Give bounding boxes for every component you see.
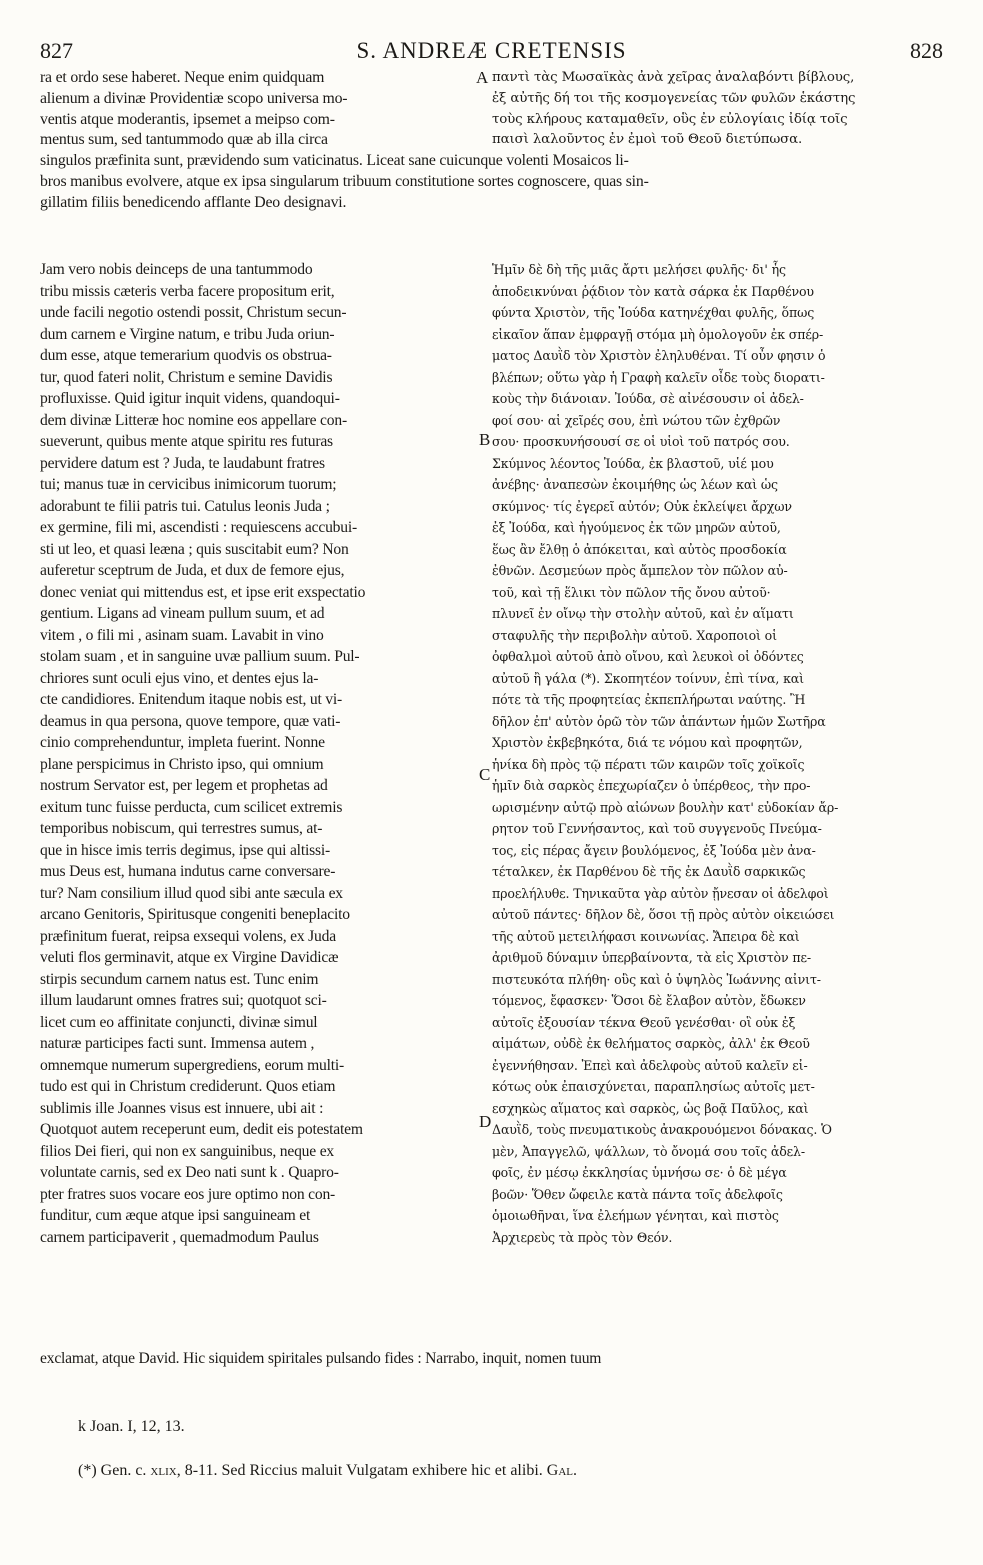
text-line: μὲν, Ἀπαγγελῶ, ψάλλων, τὸ ὄνομά σου τοῖς ἀδελ-	[492, 1143, 805, 1159]
text-line: εσχηκὼς αἵματος καὶ σαρκὸς, ὡς βοᾷ Παῦλος, καὶ	[492, 1100, 809, 1116]
text-line: vitem , o fili mi , asinam suam. Lavabit in vino	[40, 626, 324, 644]
text-line: ἡμῖν διὰ σαρκὸς ἐπεχωρίαζεν ὁ ὑπέρθεος, τὴν προ-	[492, 778, 811, 793]
text-line: ἀριθμοῦ δύναμιν ὑπερβαίνοντα, τὰ εἰς Χριστὸν πε-	[492, 950, 811, 965]
right-column-number: 828	[910, 38, 943, 63]
text-line: sti ut leo, et quasi leæna ; quis suscitabit eum? Non	[40, 540, 349, 558]
footnote-star-text-cont: , 8-11. Sed Riccius maluit Vulgatam exhibere hic et alibi.	[176, 1462, 547, 1479]
page-title: S. ANDREÆ CRETENSIS	[356, 38, 627, 63]
top-latin-paragraph	[40, 68, 472, 151]
text-line: profluxisse. Quid igitur inquit videns, quandoqui-	[40, 390, 340, 407]
text-line: veluti flos germinavit, atque ex Virgine Davidicæ	[40, 949, 339, 966]
text-line: adorabunt te filii patris tui. Catulus leonis Juda ;	[40, 497, 330, 515]
text-line: Ἀρχιερεὺς τὰ πρὸς τὸν Θεόν.	[492, 1229, 673, 1245]
text-line: exitum tunc fuisse perducta, cum scilicet extremis	[40, 798, 343, 816]
text-line: donec veniat qui mittendus est, et ipse erit exspectatio	[40, 583, 366, 601]
text-line: πότε τὰ τῆς προφητείας ἐκπεπλήρωται ναύτης. Ἢ	[492, 692, 806, 707]
text-line: auferetur sceptrum de Juda, et dux de femore ejus,	[40, 562, 345, 579]
text-line: tur, quod fateri nolit, Christum e semine Davidis	[40, 368, 333, 386]
text-line: τέταλκεν, ἐκ Παρθένου δὲ τῆς ἐκ Δαυῒδ σαρκικῶς	[492, 864, 806, 879]
text-line: αὐτοῦ πάντες· δῆλον δὲ, ὅσοι τῇ πρὸς αὐτὸν οἰκειώσει	[492, 907, 835, 922]
text-line: αἱμάτων, οὐδὲ ἐκ θελήματος σαρκὸς, ἀλλ' ἐκ Θεοῦ	[492, 1036, 810, 1051]
text-line: παντὶ τὰς Μωσαϊκὰς ἀνὰ χεῖρας ἀναλαβόντι βίβλους,	[492, 70, 855, 85]
text-line: præfinitum fuerat, reipsa exsequi volens, ex Juda	[40, 927, 336, 945]
text-line: Quotquot autem receperunt eum, dedit eis potestatem	[40, 1121, 363, 1138]
text-line: αὐτοῖς ἐξουσίαν τέκνα Θεοῦ γενέσθαι· οἳ οὐκ ἐξ	[492, 1014, 796, 1030]
text-line: sueverunt, quibus mente atque spiritu res futuras	[40, 433, 333, 450]
text-line: ἐθνῶν. Δεσμεύων πρὸς ἄμπελον τὸν πῶλον αὐ-	[492, 563, 788, 578]
text-line: βοῶν· Ὅθεν ὤφειλε κατὰ πάντα τοῖς ἀδελφοῖς	[492, 1186, 783, 1202]
left-column-number: 827	[40, 38, 73, 63]
text-line: σταφυλῆς τὴν περιβολὴν αὐτοῦ. Χαροποιοὶ οἱ	[492, 627, 777, 643]
text-line: Ἡμῖν δὲ δὴ τῆς μιᾶς ἄρτι μελήσει φυλῆς· δι' ἧς	[492, 262, 786, 277]
text-line: ἐγεννήθησαν. Ἐπεὶ καὶ ἀδελφοὺς αὐτοῦ καλεῖν εἰ-	[492, 1057, 808, 1073]
text-line: τόμενος, ἔφασκεν· Ὅσοι δὲ ἔλαβον αὐτὸν, ἔδωκεν	[492, 993, 806, 1008]
text-line: alienum a divinæ Providentiæ scopo universa mo-	[40, 89, 348, 107]
top-wide-paragraph	[40, 151, 944, 213]
text-line: dem divinæ Litteræ hoc nomine eos appellare con-	[40, 411, 347, 429]
text-line: φοῖς, ἐν μέσῳ ἐκκλησίας ὑμνήσω σε· ὁ δὲ μέγα	[492, 1165, 787, 1180]
text-line: gillatim filiis benedicendo afflante Deo designavi.	[40, 193, 347, 211]
text-line: tur? Nam consilium illud quod sibi ante sæcula ex	[40, 884, 343, 902]
footnote-star-chapter: xlix	[150, 1462, 177, 1479]
text-line: ὀφθαλμοὶ αὐτοῦ ἀπὸ οἴνου, καὶ λευκοὶ οἱ ὀδόντες	[492, 649, 804, 664]
text-line: licet cum eo affinitate conjuncti, divinæ simul	[40, 1013, 318, 1031]
text-line: deamus in qua persona, quove tempore, quæ vati-	[40, 712, 341, 730]
text-line: τοῦ, καὶ τῇ ἕλικι τὸν πῶλον τῆς ὄνου αὐτοῦ·	[492, 584, 771, 600]
text-line: filios Dei fieri, qui non ex sanguinibus, neque ex	[40, 1142, 335, 1160]
footnote-star-text: (*) Gen. c.	[78, 1462, 151, 1479]
text-line: Jam vero nobis deinceps de una tantummodo	[40, 261, 313, 278]
text-line: σου· προσκυνήσουσί σε οἱ υἱοὶ τοῦ πατρός σου.	[492, 434, 790, 449]
margin-letter-b: B	[479, 430, 491, 449]
latin-column	[40, 259, 472, 1248]
text-line: ra et ordo sese haberet. Neque enim quidquam	[40, 69, 325, 86]
text-line: plane perspicimus in Christo ipso, qui omnium	[40, 755, 324, 773]
text-line: προελήλυθε. Τηνικαῦτα γὰρ αὐτὸν ᾔνεσαν οἱ ἀδελφοὶ	[492, 885, 829, 901]
text-line: Δαυῒδ, τοὺς πνευματικοὺς ἀνακρουόμενοι δόνακας. Ὁ	[492, 1122, 832, 1137]
text-line: φοί σου· αἱ χεῖρές σου, ἐπὶ νώτου τῶν ἐχθρῶν	[492, 412, 781, 428]
text-line: ὁμοιωθῆναι, ἵνα ἐλεήμων γένηται, καὶ πιστὸς	[492, 1208, 779, 1223]
text-line: ventis atque moderantis, ipsemet a meipso com-	[40, 110, 335, 128]
text-line: unde facili negotio ostendi possit, Christum secun-	[40, 304, 347, 321]
text-line: σκύμνος· τίς ἐγερεῖ αὐτόν; Οὐκ ἐκλείψει ἄρχων	[492, 498, 792, 514]
text-line: αὐτοῦ ἢ γάλα (*). Σκοπητέον τοίνυν, ἐπὶ τίνα, καὶ	[492, 670, 804, 686]
text-line: bros manibus evolvere, atque ex ipsa singularum tribuum constitutione sortes cognoscere, quas sin-	[40, 172, 649, 190]
text-line: nostrum Servator est, per legem et prophetas ad	[40, 777, 328, 794]
text-line: τοὺς κλήρους καταμαθεῖν, οὓς ἐν εὐλογίαις ἰδίᾳ τοῖς	[492, 111, 848, 127]
text-line: ἀνέβης· ἀναπεσὼν ἐκοιμήθης ὡς λέων καὶ ὡς	[492, 477, 778, 492]
text-line: cte candidiores. Enitendum itaque nobis est, ut vi-	[40, 691, 343, 708]
text-line: τῆς αὐτοῦ μετειλήφασι κοινωνίας. Ἄπειρα δὲ καὶ	[492, 928, 800, 944]
text-line: stolam suam , et in sanguine uvæ pallium suum. Pul-	[40, 648, 360, 665]
text-line: arcano Genitoris, Spiritusque congeniti beneplacito	[40, 906, 350, 923]
text-line: temporibus nobiscum, qui terrestres sumus, at-	[40, 820, 323, 837]
text-line: φύντα Χριστὸν, τῆς Ἰούδα κατηνέχθαι φυλῆς, ὅπως	[492, 305, 815, 320]
text-line: illum laudarunt omnes fratres sui; quotquot sci-	[40, 992, 327, 1009]
margin-letter-c: C	[479, 765, 491, 784]
text-line: ἕως ἂν ἔλθῃ ὁ ἀπόκειται, καὶ αὐτὸς προσδοκία	[492, 541, 787, 557]
text-line: ματος Δαυῒδ τὸν Χριστὸν ἐληλυθέναι. Τί οὖν φησιν ὁ	[492, 348, 826, 363]
text-line: πλυνεῖ ἐν οἴνῳ τὴν στολὴν αὐτοῦ, καὶ ἐν αἵματι	[492, 606, 794, 621]
text-line: tui; manus tuæ in cervicibus inimicorum tuorum;	[40, 476, 337, 493]
text-line: ἡνίκα δὴ πρὸς τῷ πέρατι τῶν καιρῶν τοῖς χοϊκοῖς	[492, 756, 805, 772]
top-greek-paragraph	[492, 68, 944, 151]
text-line: singulos præfinita sunt, prævidendo sum vaticinatus. Liceat sane cuicunque volenti Mosaicos li-	[40, 152, 629, 169]
text-line: ἐξ αὐτῆς δή τοι τῆς κοσμογενείας τῶν φυλῶν ἑκάστης	[492, 90, 856, 106]
text-line: ἀποδεικνύναι ῥᾴδιον τὸν κατὰ σάρκα ἐκ Παρθένου	[492, 283, 814, 299]
running-header	[40, 38, 943, 68]
text-line: voluntate carnis, sed ex Deo nati sunt k . Quapro-	[40, 1164, 339, 1181]
margin-letter-d: D	[479, 1112, 492, 1131]
footnote-star	[78, 1462, 577, 1480]
text-line: δῆλον ἐπ' αὐτὸν ὁρῶ τὸν τῶν ἁπάντων ἡμῶν Σωτῆρα	[492, 713, 826, 729]
text-line: sublimis ille Joannes visus est innuere, ubi ait :	[40, 1099, 324, 1117]
footnote-star-sig: Gal.	[546, 1462, 577, 1479]
text-line: carnem participaverit , quemadmodum Paulus	[40, 1228, 319, 1246]
text-line: omnemque numerum supergrediens, eorum multi-	[40, 1056, 345, 1074]
text-line: mentus sum, sed tantummodo quæ ab illa circa	[40, 131, 328, 149]
text-line: dum carnem e Virgine natum, e tribu Juda oriun-	[40, 325, 335, 343]
text-line: cinio comprehenduntur, impleta fuerint. Nonne	[40, 734, 325, 751]
text-line: παισὶ λαλοῦντος ἐν ἐμοὶ τοῦ Θεοῦ διετύπωσα.	[492, 132, 803, 148]
text-line: pter fratres suos vocare eos jure optimo non con-	[40, 1185, 336, 1203]
text-line: εἰκαῖον ἅπαν ἐμφραγῇ στόμα μὴ ὁμολογοῦν ἐκ σπέρ-	[492, 326, 824, 342]
text-line: stirpis secundum carnem natus est. Tunc enim	[40, 970, 319, 988]
text-line: κότως οὐκ ἐπαισχύνεται, παραπλησίως αὐτοῖς μετ-	[492, 1079, 815, 1094]
closing-line: exclamat, atque David. Hic siquidem spiritales pulsando fides : Narrabo, inquit, nomen tuum	[40, 1350, 602, 1367]
text-line: βλέπων; οὕτω γὰρ ἡ Γραφὴ καλεῖν οἶδε τοὺς διορατι-	[492, 369, 825, 385]
text-line: tribu missis cæteris verba facere propositum erit,	[40, 282, 335, 300]
text-line: πιστευκότα πλήθη· οὓς καὶ ὁ ὑψηλὸς Ἰωάννης αἰνιτ-	[492, 971, 821, 987]
text-line: ρητον τοῦ Γεννήσαντος, καὶ τοῦ συγγενοῦς Πνεύμα-	[492, 821, 822, 836]
text-line: pervidere datum est ? Juda, te laudabunt fratres	[40, 454, 325, 472]
text-line: naturæ participes facti sunt. Immensa autem ,	[40, 1035, 315, 1052]
text-line: gentium. Ligans ad vineam pullum suum, et ad	[40, 605, 325, 622]
text-line: ex germine, fili mi, ascendisti : requiescens accubui-	[40, 519, 357, 536]
text-line: chriores sunt oculi ejus vino, et dentes ejus la-	[40, 669, 319, 687]
text-line: Σκύμνος λέοντος Ἰούδα, ἐκ βλαστοῦ, υἱέ μου	[492, 455, 774, 471]
text-line: dum esse, atque temerarium quodvis os obstrua-	[40, 347, 332, 364]
text-line: tudo est qui in Christum crediderunt. Quos etiam	[40, 1078, 336, 1095]
text-line: κοὺς τὴν διάνοιαν. Ἰούδα, σὲ αἰνέσουσιν οἱ ἀδελ-	[492, 391, 804, 406]
text-line: funditur, cum æque atque ipsi sanguineam et	[40, 1207, 311, 1224]
footnote-k: k Joan. I, 12, 13.	[78, 1418, 185, 1435]
text-line: τος, εἰς πέρας ἄγειν βουλόμενος, ἐξ Ἰούδα μὲν ἀνα-	[492, 842, 816, 858]
greek-column	[492, 259, 944, 1248]
text-line: ἐξ Ἰούδα, καὶ ἡγούμενος ἐκ τῶν μηρῶν αὐτοῦ,	[492, 520, 781, 535]
text-line: ωρισμένην αὐτῷ πρὸ αἰώνων βουλὴν κατ' εὐδοκίαν ἄρ-	[492, 799, 839, 815]
margin-letter-a: A	[476, 68, 489, 87]
text-line: Χριστὸν ἐκβεβηκότα, διά τε νόμου καὶ προφητῶν,	[492, 735, 803, 750]
text-line: que in hisce imis terris degimus, ipse qui altissi-	[40, 841, 330, 859]
text-line: mus Deus est, humana indutus carne conversare-	[40, 863, 336, 880]
